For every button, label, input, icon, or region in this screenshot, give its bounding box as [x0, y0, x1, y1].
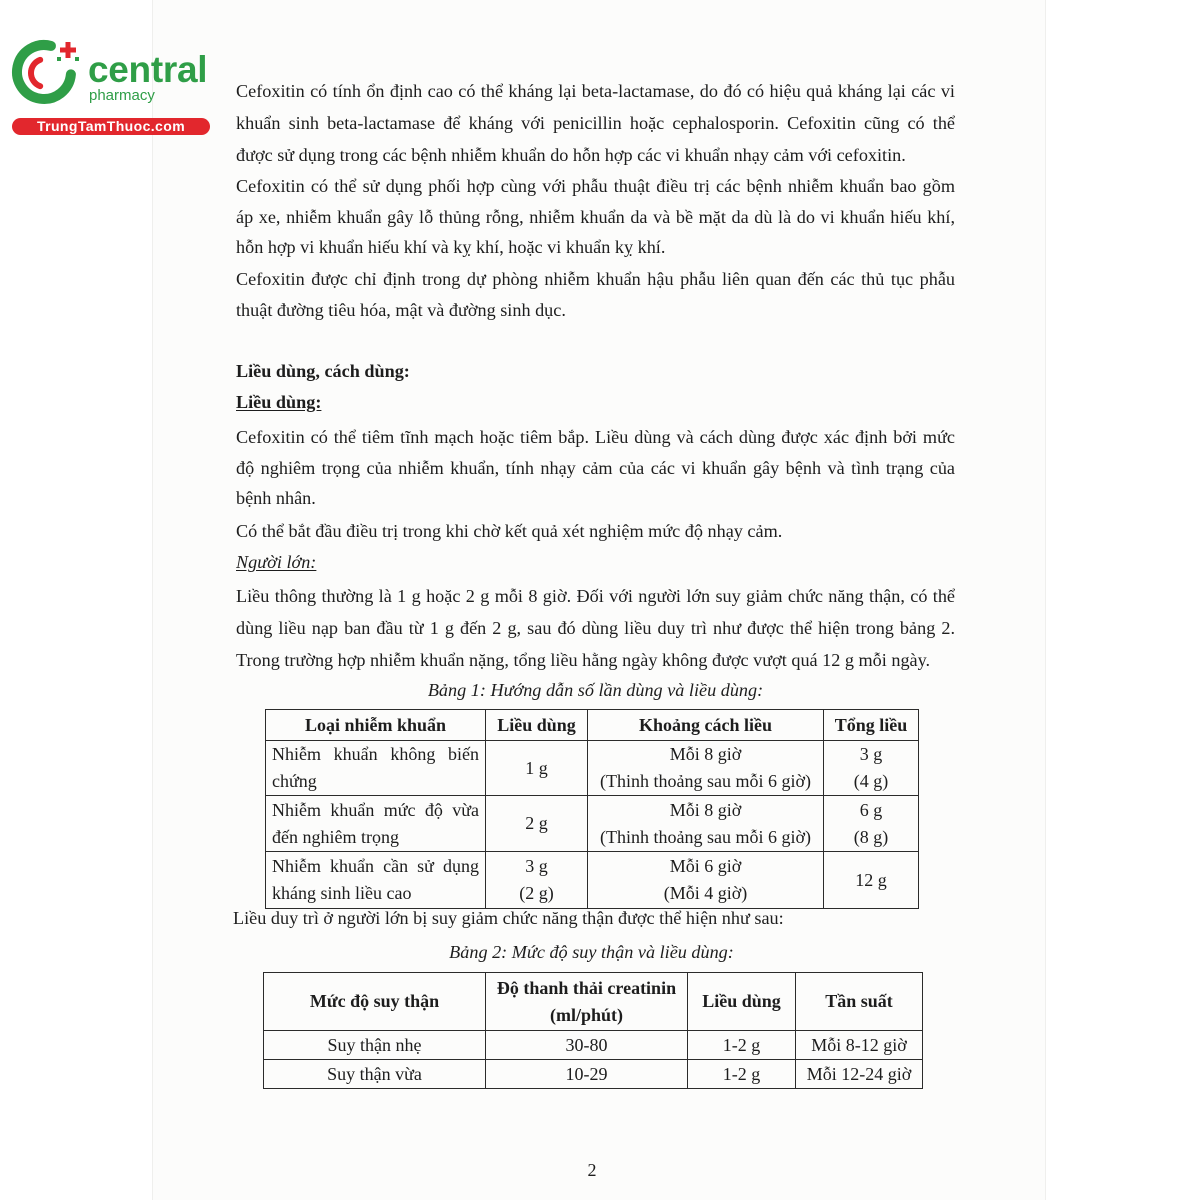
cell-dose: [486, 852, 588, 909]
adult-line-2: dùng liều nạp ban đầu từ 1 g đến 2 g, sau đó dùng liều duy trì như được thể hiện trong bảng 2.: [236, 618, 955, 638]
adult-heading: [236, 551, 955, 573]
cell-line: đến nghiêm trọng: [272, 826, 399, 847]
cell-renal-level: Suy thận vừa: [264, 1060, 486, 1089]
cell-renal-level: Suy thận nhẹ: [264, 1031, 486, 1060]
cell-line: Nhiễm khuẩn cần sử dụng: [272, 856, 479, 876]
cell-line: Mức độ suy thận: [309, 991, 440, 1011]
mechanism-line-1: Cefoxitin có tính ổn định cao có thể kháng lại beta-lactamase, do đó có hiệu quả kháng lại các vi: [236, 81, 955, 101]
table1-caption: Bảng 1: Hướng dẫn số lần dùng và liều dùng:: [427, 680, 764, 700]
header-total-dose: Tổng liều: [824, 710, 919, 741]
header-infection-type: Loại nhiễm khuẩn: [266, 710, 486, 741]
cell-total-dose: [824, 741, 919, 796]
cell-line: 6 g: [859, 799, 883, 820]
surgery-line-3: hỗn hợp vi khuẩn hiếu khí và kỵ khí, hoặc vi khuẩn kỵ khí.: [236, 237, 666, 257]
prophylaxis-line-2: thuật đường tiêu hóa, mật và đường sinh dục.: [236, 300, 566, 320]
brand-name: central: [88, 49, 208, 90]
cell-dose: 1-2 g: [688, 1031, 796, 1060]
cell-line: (Thinh thoảng sau mỗi 6 giờ): [600, 826, 811, 847]
header-dose: [688, 973, 796, 1031]
dosage-heading-text: Liều dùng:: [236, 392, 322, 412]
table-row: [266, 852, 919, 909]
table2-caption: Bảng 2: Mức độ suy thận và liều dùng:: [449, 942, 734, 962]
header-dose: Liều dùng: [486, 710, 588, 741]
brand-logo: [0, 0, 220, 140]
cell-dose: [486, 796, 588, 852]
prophylaxis-line-1: Cefoxitin được chỉ định trong dự phòng nhiễm khuẩn hậu phẫu liên quan đến các thủ tục phẫu: [236, 269, 955, 289]
table-row: [266, 796, 919, 852]
route-line-1: Cefoxitin có thể tiêm tĩnh mạch hoặc tiêm bắp. Liều dùng và cách dùng được xác định bởi mức: [236, 427, 955, 447]
cell-line: Mỗi 8 giờ: [669, 744, 742, 764]
cell-dose: 1-2 g: [688, 1060, 796, 1089]
cell-frequency: Mỗi 12-24 giờ: [796, 1060, 923, 1089]
header-interval: Khoảng cách liều: [588, 710, 824, 741]
route-line-3: bệnh nhân.: [236, 488, 316, 508]
cell-line: kháng sinh liều cao: [272, 883, 412, 903]
page-number: 2: [587, 1160, 597, 1180]
cell-line: (Mỗi 4 giờ): [663, 883, 748, 903]
cell-total-dose: [824, 796, 919, 852]
mechanism-line-2: khuẩn sinh beta-lactamase để kháng với penicillin hoặc cephalosporin. Cefoxitin cũng có thể: [236, 113, 955, 133]
website-badge: [12, 118, 210, 135]
adult-line-3: Trong trường hợp nhiễm khuẩn nặng, tổng liều hằng ngày không được vượt quá 12 g mỗi ngày.: [236, 650, 931, 670]
central-pharmacy-logo-icon: [0, 0, 90, 115]
cell-line: chứng: [272, 771, 317, 791]
cell-line: (4 g): [853, 771, 889, 791]
cell-line: (ml/phút): [549, 1004, 623, 1025]
cell-creatinine-clearance: 30-80: [486, 1031, 688, 1060]
cell-creatinine-clearance: 10-29: [486, 1060, 688, 1089]
dosage-heading: [236, 391, 955, 413]
cell-infection-type: [266, 741, 486, 796]
cell-infection-type: [266, 796, 486, 852]
start-treatment-line: Có thể bắt đầu điều trị trong khi chờ kết quả xét nghiệm mức độ nhạy cảm.: [236, 521, 783, 541]
website-label: TrungTamThuoc.com: [36, 118, 186, 134]
cell-line: (2 g): [519, 883, 554, 903]
cell-line: Độ thanh thải creatinin: [496, 977, 677, 998]
header-frequency: [796, 973, 923, 1031]
cell-line: 1 g: [525, 757, 548, 778]
cell-dose: [486, 741, 588, 796]
cell-line: 3 g: [859, 744, 883, 764]
surgery-line-1: Cefoxitin có thể sử dụng phối hợp cùng với phẫu thuật điều trị các bệnh nhiễm khuẩn bao gồm: [236, 176, 955, 196]
cell-line: 3 g: [525, 856, 548, 876]
cell-line: Tần suất: [825, 991, 893, 1011]
mechanism-line-3: được sử dụng trong các bệnh nhiễm khuẩn do hỗn hợp các vi khuẩn nhạy cảm với cefoxitin.: [236, 145, 906, 165]
cell-line: Mỗi 8 giờ: [669, 799, 742, 820]
adult-line-1: Liều thông thường là 1 g hoặc 2 g mỗi 8 giờ. Đối với người lớn suy giảm chức năng thận, có thể: [236, 586, 955, 606]
cell-interval: [588, 741, 824, 796]
table-header-row: [264, 973, 923, 1031]
cell-line: Liều dùng: [702, 991, 781, 1011]
header-renal-level: [264, 973, 486, 1031]
header-creatinine-clearance: [486, 973, 688, 1031]
cell-frequency: Mỗi 8-12 giờ: [796, 1031, 923, 1060]
route-line-2: độ nghiêm trọng của nhiễm khuẩn, tính nhạy cảm của các vi khuẩn gây bệnh và tình trạng của: [236, 458, 955, 478]
maintenance-intro: Liều duy trì ở người lớn bị suy giảm chức năng thận được thể hiện như sau:: [233, 908, 784, 928]
cell-line: 12 g: [855, 869, 887, 890]
table-header-row: [266, 710, 919, 741]
surgery-line-2: áp xe, nhiễm khuẩn gây lỗ thủng rỗng, nhiễm khuẩn da và bề mặt da dù là do vi khuẩn hiếu khí,: [236, 207, 955, 227]
cell-line: Nhiễm khuẩn mức độ vừa: [272, 799, 479, 820]
cell-total-dose: [824, 852, 919, 909]
brand-tagline: pharmacy: [89, 87, 155, 104]
cell-line: Nhiễm khuẩn không biến: [272, 744, 479, 764]
cell-line: Mỗi 6 giờ: [669, 856, 742, 876]
dosing-table: [265, 709, 919, 909]
renal-impairment-table: [263, 972, 923, 1089]
cell-infection-type: [266, 852, 486, 909]
cell-interval: [588, 852, 824, 909]
cell-line: (Thinh thoảng sau mỗi 6 giờ): [600, 771, 811, 791]
adult-heading-text: Người lớn:: [236, 552, 317, 572]
cell-interval: [588, 796, 824, 852]
table-row: [266, 741, 919, 796]
cell-line: 2 g: [525, 813, 548, 833]
table-row: [264, 1060, 923, 1089]
section-heading: Liều dùng, cách dùng:: [236, 361, 410, 381]
table-row: [264, 1031, 923, 1060]
cell-line: (8 g): [853, 826, 889, 847]
